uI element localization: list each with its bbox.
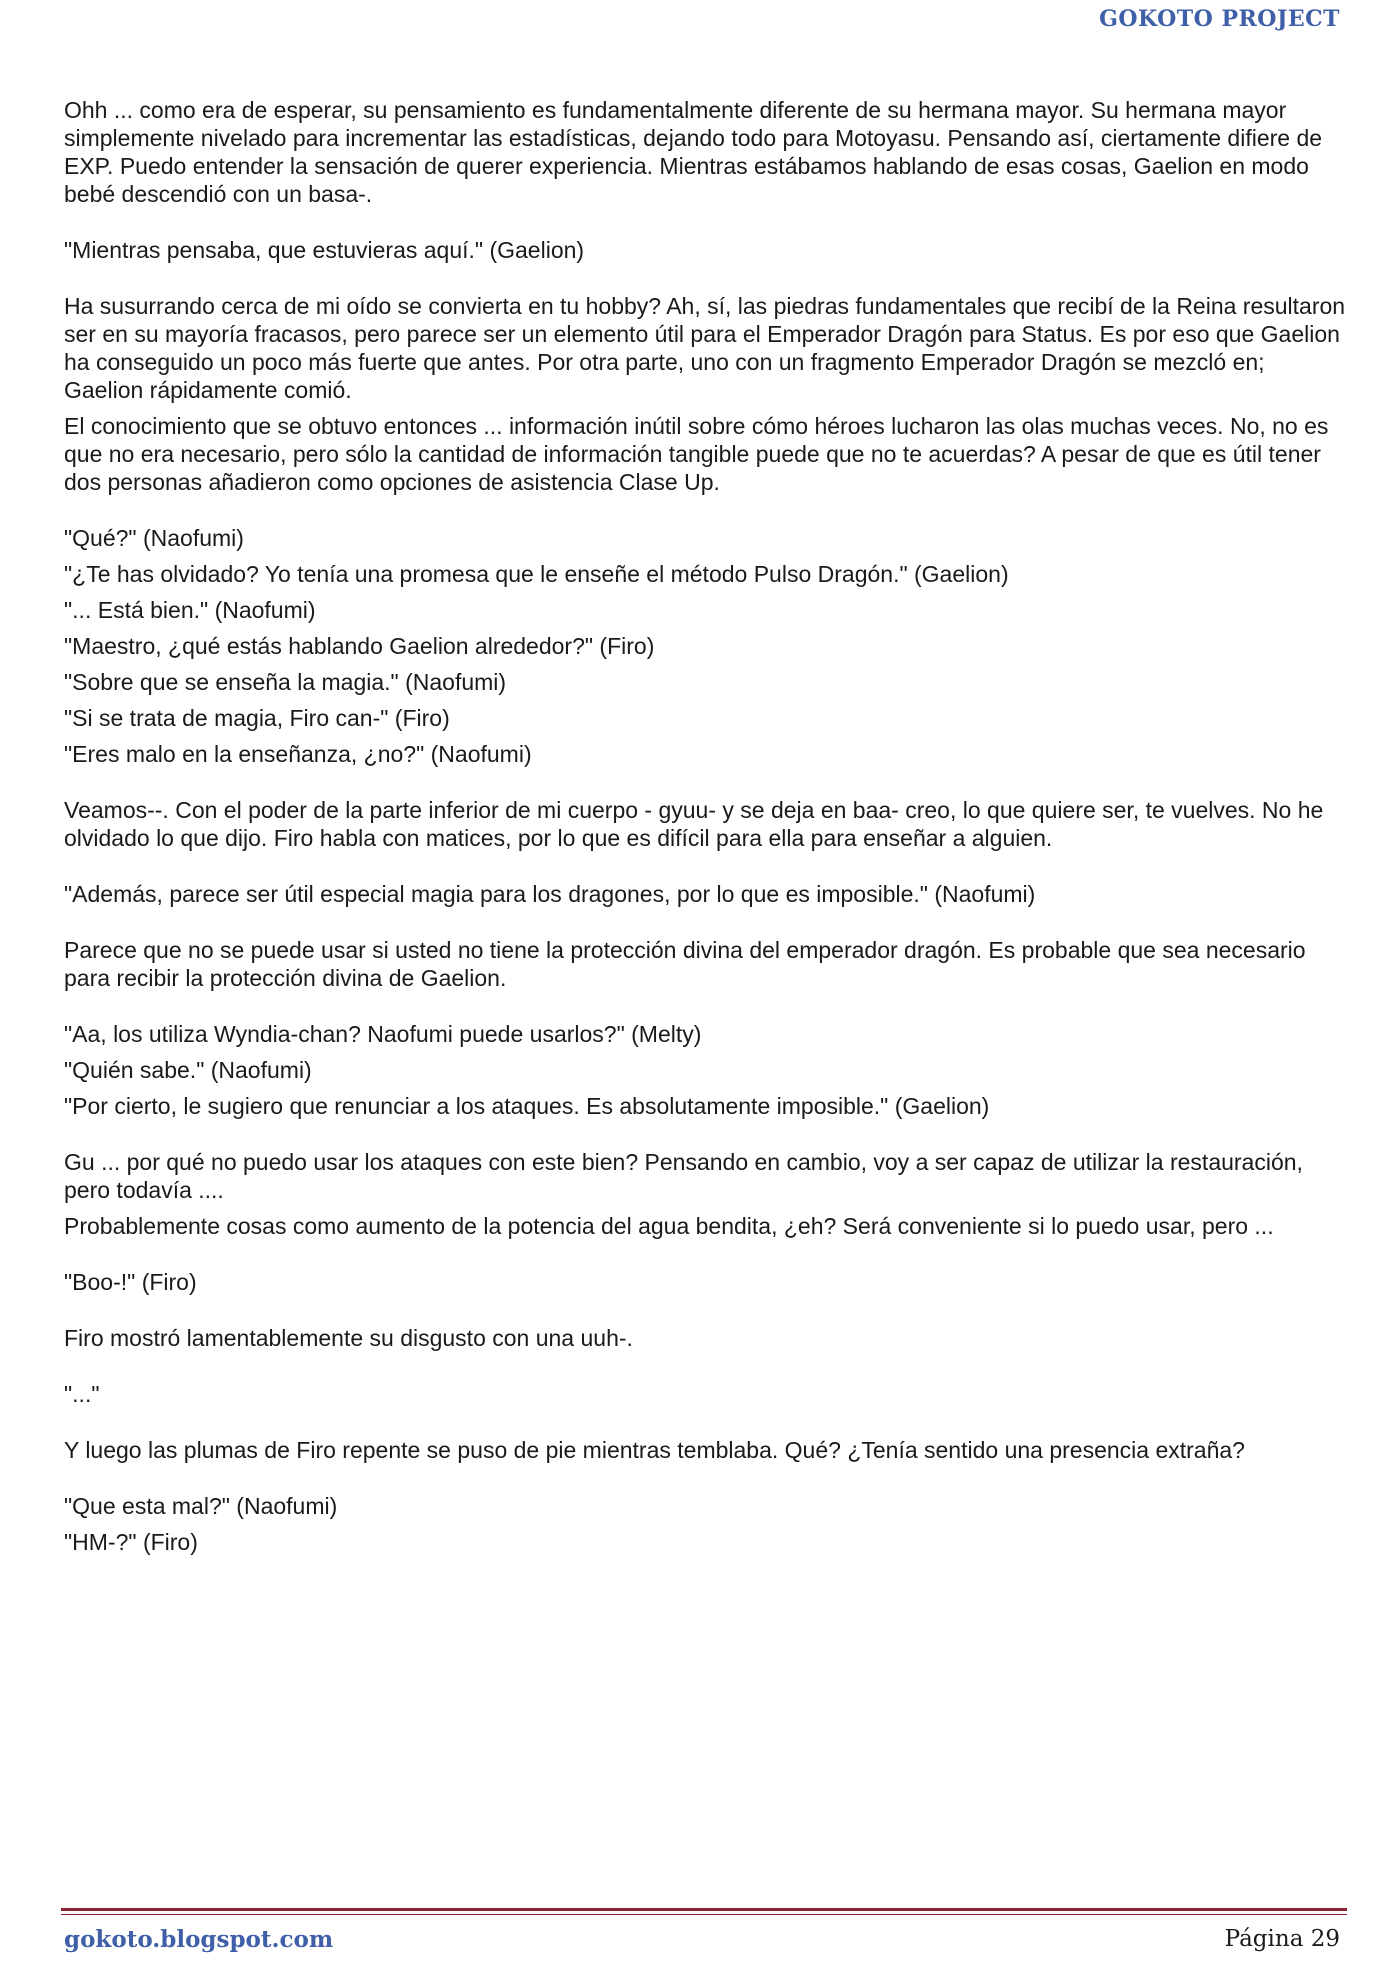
document-body [64,96,1349,1556]
paragraph: "Boo-!" (Firo) [64,1269,197,1295]
paragraph: El conocimiento que se obtuvo entonces ... información inútil sobre cómo héroes lucharon las olas muchas veces. No, no es que no era necesario, pero sólo la cantidad de información tangible puede que no te acuerdas? A pesar de que es útil tener dos personas añadieron como opciones de asistencia Clase Up. [64,413,1329,495]
footer-divider [61,1914,1347,1915]
footer-site-link[interactable]: gokoto.blogspot.com [64,1926,334,1953]
paragraph: Y luego las plumas de Firo repente se puso de pie mientras temblaba. Qué? ¿Tenía sentido una presencia extraña? [64,1437,1245,1463]
paragraph: "¿Te has olvidado? Yo tenía una promesa que le enseñe el método Pulso Dragón." (Gaelion) [64,561,1009,587]
header-brand: GOKOTO PROJECT [1099,6,1340,32]
paragraph: Veamos--. Con el poder de la parte inferior de mi cuerpo - gyuu- y se deja en baa- creo, lo que quiere ser, te vuelves. No he olvidado lo que dijo. Firo habla con matices, por lo que es difícil para ella para enseñar a alguien. [64,797,1324,851]
paragraph: Ohh ... como era de esperar, su pensamiento es fundamentalmente diferente de su hermana mayor. Su hermana mayor simplemente nivelado para incrementar las estadísticas, dejando todo para Motoyasu. Pensando así, ciertamente difiere de EXP. Puedo entender la sensación de querer experiencia. Mientras estábamos hablando de esas cosas, Gaelion en modo bebé descendió con un basa-. [64,97,1323,207]
paragraph: "Por cierto, le sugiero que renunciar a los ataques. Es absolutamente imposible." (Gaelion) [64,1093,990,1119]
paragraph: "HM-?" (Firo) [64,1529,198,1555]
paragraph: "Que esta mal?" (Naofumi) [64,1493,338,1519]
paragraph: "Si se trata de magia, Firo can-" (Firo) [64,705,450,731]
paragraph: "Qué?" (Naofumi) [64,525,244,551]
page-number: Página 29 [1224,1926,1340,1952]
paragraph: Probablemente cosas como aumento de la potencia del agua bendita, ¿eh? Será conveniente si lo puedo usar, pero ... [64,1213,1274,1239]
paragraph: Firo mostró lamentablemente su disgusto con una uuh-. [64,1325,633,1351]
paragraph: "... Está bien." (Naofumi) [64,597,316,623]
paragraph: "Sobre que se enseña la magia." (Naofumi) [64,669,507,695]
paragraph: "Además, parece ser útil especial magia para los dragones, por lo que es imposible." (Naofumi) [64,881,1036,907]
footer-divider [61,1908,1347,1911]
paragraph: "..." [64,1381,100,1407]
paragraph: "Maestro, ¿qué estás hablando Gaelion alrededor?" (Firo) [64,633,655,659]
paragraph: "Eres malo en la enseñanza, ¿no?" (Naofumi) [64,741,532,767]
paragraph: Parece que no se puede usar si usted no tiene la protección divina del emperador dragón. Es probable que sea necesario para recibir la protección divina de Gaelion. [64,937,1306,991]
paragraph: Gu ... por qué no puedo usar los ataques con este bien? Pensando en cambio, voy a ser capaz de utilizar la restauración, pero todavía .... [64,1149,1303,1203]
paragraph: Ha susurrando cerca de mi oído se convierta en tu hobby? Ah, sí, las piedras fundamentales que recibí de la Reina resultaron ser en su mayoría fracasos, pero parece ser un elemento útil para el Emperador Dragón para Status. Es por eso que Gaelion ha conseguido un poco más fuerte que antes. Por otra parte, uno con un fragmento Emperador Dragón se mezcló en; Gaelion rápidamente comió. [64,293,1346,403]
paragraph: "Aa, los utiliza Wyndia-chan? Naofumi puede usarlos?" (Melty) [64,1021,702,1047]
paragraph: "Quién sabe." (Naofumi) [64,1057,312,1083]
paragraph: "Mientras pensaba, que estuvieras aquí." (Gaelion) [64,237,585,263]
